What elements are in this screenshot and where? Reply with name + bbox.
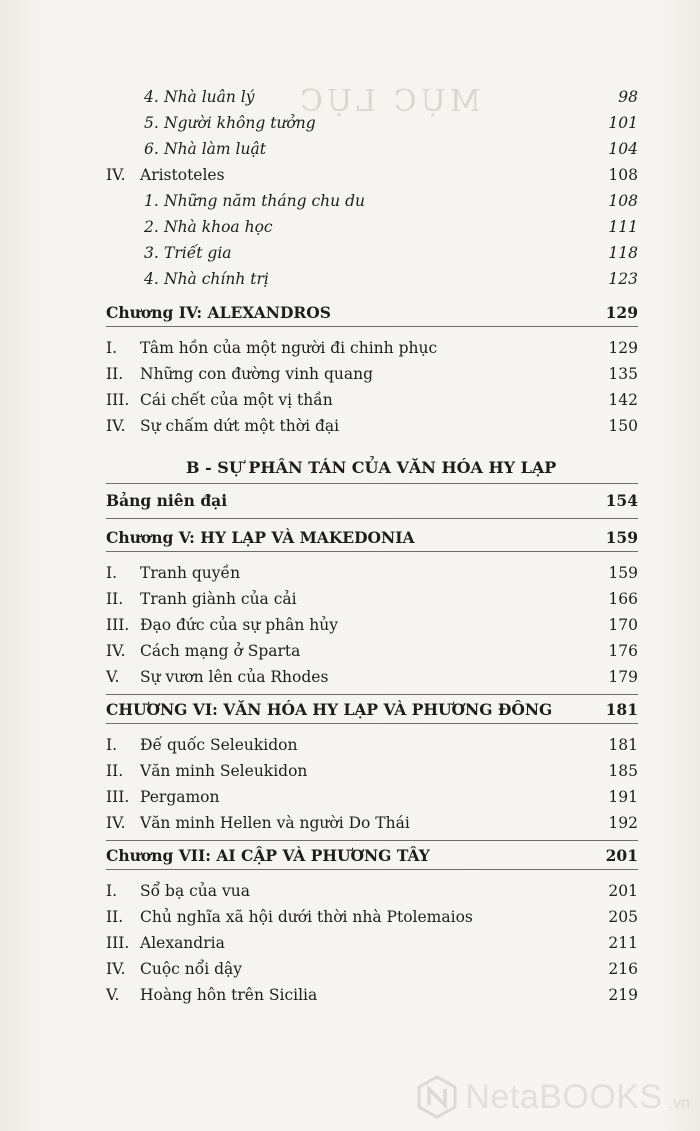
entry-title: Cách mạng ở Sparta: [140, 642, 301, 660]
entry-page: 219: [608, 986, 638, 1004]
watermark-suffix: .vn: [668, 1095, 690, 1112]
entry-number: II.: [106, 908, 124, 926]
toc-entry: [106, 84, 638, 110]
toc-entry: [106, 266, 638, 292]
toc-entry: [106, 136, 638, 162]
entry-title: Nhà khoa học: [164, 218, 273, 236]
entry-page: 159: [608, 564, 638, 582]
entry-number: I.: [106, 339, 118, 357]
entry-number: 2.: [144, 218, 159, 236]
entry-number: IV.: [106, 960, 126, 978]
entry-title: Tranh giành của cải: [140, 590, 297, 608]
entry-page: 170: [608, 616, 638, 634]
entry-title: Nhà làm luật: [164, 140, 266, 158]
entry-page: 150: [608, 417, 638, 435]
entry-number: IV.: [106, 166, 126, 184]
toc-entry: [106, 560, 638, 586]
entry-page: 104: [608, 140, 638, 158]
toc-entry: [106, 586, 638, 612]
entry-page: 142: [608, 391, 638, 409]
entry-number: 6.: [144, 140, 159, 158]
entry-title: Aristoteles: [140, 166, 225, 184]
entry-number: 1.: [144, 192, 159, 210]
toc-entry: [106, 878, 638, 904]
entry-page: 101: [608, 114, 638, 132]
toc-entry: [106, 335, 638, 361]
chapter-divider: [106, 518, 638, 519]
entry-page: 118: [608, 244, 638, 262]
entry-page: 216: [608, 960, 638, 978]
entry-page: 135: [608, 365, 638, 383]
entry-page: 176: [608, 642, 638, 660]
entry-title: Hoàng hôn trên Sicilia: [140, 986, 318, 1004]
toc-entry: [106, 810, 638, 836]
chapter-page: 159: [605, 528, 638, 547]
toc-entry: [106, 904, 638, 930]
watermark-brand: NetaBOOKS: [465, 1077, 663, 1116]
chapter-title: Chương VII: AI CẬP VÀ PHƯƠNG TÂY: [106, 846, 430, 865]
chronology-heading: [106, 488, 638, 514]
entry-title: Nhà chính trị: [164, 270, 269, 288]
toc-entry: [106, 784, 638, 810]
entry-title: Chủ nghĩa xã hội dưới thời nhà Ptolemaios: [140, 908, 473, 926]
entry-title: Nhà luân lý: [164, 88, 255, 106]
part-title: B - SỰ PHÂN TÁN CỦA VĂN HÓA HY LẠP: [186, 458, 557, 477]
entry-number: III.: [106, 391, 130, 409]
entry-page: 191: [608, 788, 638, 806]
entry-title: Những con đường vinh quang: [140, 365, 374, 383]
table-of-contents: [106, 84, 638, 1008]
entry-title: Alexandria: [140, 934, 225, 952]
netabooks-logo-icon: [415, 1075, 459, 1119]
part-heading: [106, 453, 638, 483]
entry-number: I.: [106, 736, 118, 754]
entry-number: II.: [106, 365, 124, 383]
entry-number: 3.: [144, 244, 159, 262]
entry-page: 98: [618, 88, 638, 106]
chapter-title: CHƯƠNG VI: VĂN HÓA HY LẠP VÀ PHƯƠNG ĐÔNG: [106, 700, 553, 719]
entry-title: Cuộc nổi dậy: [140, 960, 243, 978]
entry-number: V.: [106, 668, 120, 686]
entry-title: Đạo đức của sự phân hủy: [140, 616, 338, 634]
chronology-title: Bảng niên đại: [106, 491, 228, 510]
entry-number: 4.: [144, 270, 159, 288]
toc-entry: [106, 214, 638, 240]
toc-entry: [106, 361, 638, 387]
toc-entry: [106, 162, 638, 188]
entry-title: Văn minh Seleukidon: [140, 762, 308, 780]
entry-title: Văn minh Hellen và người Do Thái: [140, 814, 410, 832]
chapter-page: 201: [605, 846, 638, 865]
entry-title: Đế quốc Seleukidon: [140, 736, 298, 754]
part-divider: [106, 483, 638, 484]
chapter-heading: [106, 843, 638, 869]
entry-page: 185: [608, 762, 638, 780]
entry-number: III.: [106, 788, 130, 806]
watermark: [415, 1075, 690, 1119]
chapter-divider: [106, 694, 638, 695]
entry-title: Sự vươn lên của Rhodes: [140, 668, 329, 686]
toc-entry: [106, 612, 638, 638]
entry-page: 181: [608, 736, 638, 754]
toc-entry: [106, 638, 638, 664]
entry-number: V.: [106, 986, 120, 1004]
toc-entry: [106, 188, 638, 214]
chapter-page: 181: [605, 700, 638, 719]
entry-title: Triết gia: [164, 244, 232, 262]
entry-number: II.: [106, 762, 124, 780]
chronology-page: 154: [605, 491, 638, 510]
entry-page: 201: [608, 882, 638, 900]
chapter-heading: [106, 525, 638, 551]
entry-number: III.: [106, 616, 130, 634]
toc-entry: [106, 758, 638, 784]
entry-number: III.: [106, 934, 130, 952]
toc-entry: [106, 110, 638, 136]
chapter-divider: [106, 840, 638, 841]
entry-page: 123: [608, 270, 638, 288]
toc-entry: [106, 956, 638, 982]
chapter-heading: [106, 697, 638, 723]
chapter-page: 129: [605, 303, 638, 322]
chapter-title: Chương IV: ALEXANDROS: [106, 303, 331, 322]
entry-number: I.: [106, 564, 118, 582]
entry-page: 108: [608, 192, 638, 210]
toc-entry: [106, 930, 638, 956]
toc-entry: [106, 732, 638, 758]
entry-page: 192: [608, 814, 638, 832]
entry-title: Tâm hồn của một người đi chinh phục: [140, 339, 438, 357]
entry-number: 4.: [144, 88, 159, 106]
entry-number: IV.: [106, 417, 126, 435]
entry-page: 166: [608, 590, 638, 608]
toc-entry: [106, 664, 638, 690]
entry-title: Pergamon: [140, 788, 220, 806]
entry-page: 205: [608, 908, 638, 926]
entry-title: Người không tưởng: [164, 114, 316, 132]
entry-page: 179: [608, 668, 638, 686]
entry-number: IV.: [106, 814, 126, 832]
entry-number: I.: [106, 882, 118, 900]
entry-title: Sự chấm dứt một thời đại: [140, 417, 340, 435]
entry-title: Những năm tháng chu du: [164, 192, 365, 210]
bleed-through-title: MỤC LỤC: [296, 84, 481, 119]
toc-entry: [106, 413, 638, 439]
chapter-heading: [106, 300, 638, 326]
entry-title: Sổ bạ của vua: [140, 882, 250, 900]
entry-number: II.: [106, 590, 124, 608]
toc-entry: [106, 387, 638, 413]
entry-page: 211: [608, 934, 638, 952]
chapter-title: Chương V: HY LẠP VÀ MAKEDONIA: [106, 528, 415, 547]
entry-number: 5.: [144, 114, 159, 132]
entry-number: IV.: [106, 642, 126, 660]
entry-title: Tranh quyền: [140, 564, 241, 582]
toc-entry: [106, 982, 638, 1008]
entry-page: 129: [608, 339, 638, 357]
toc-entry: [106, 240, 638, 266]
entry-title: Cái chết của một vị thần: [140, 391, 333, 409]
entry-page: 108: [608, 166, 638, 184]
entry-page: 111: [608, 218, 638, 236]
